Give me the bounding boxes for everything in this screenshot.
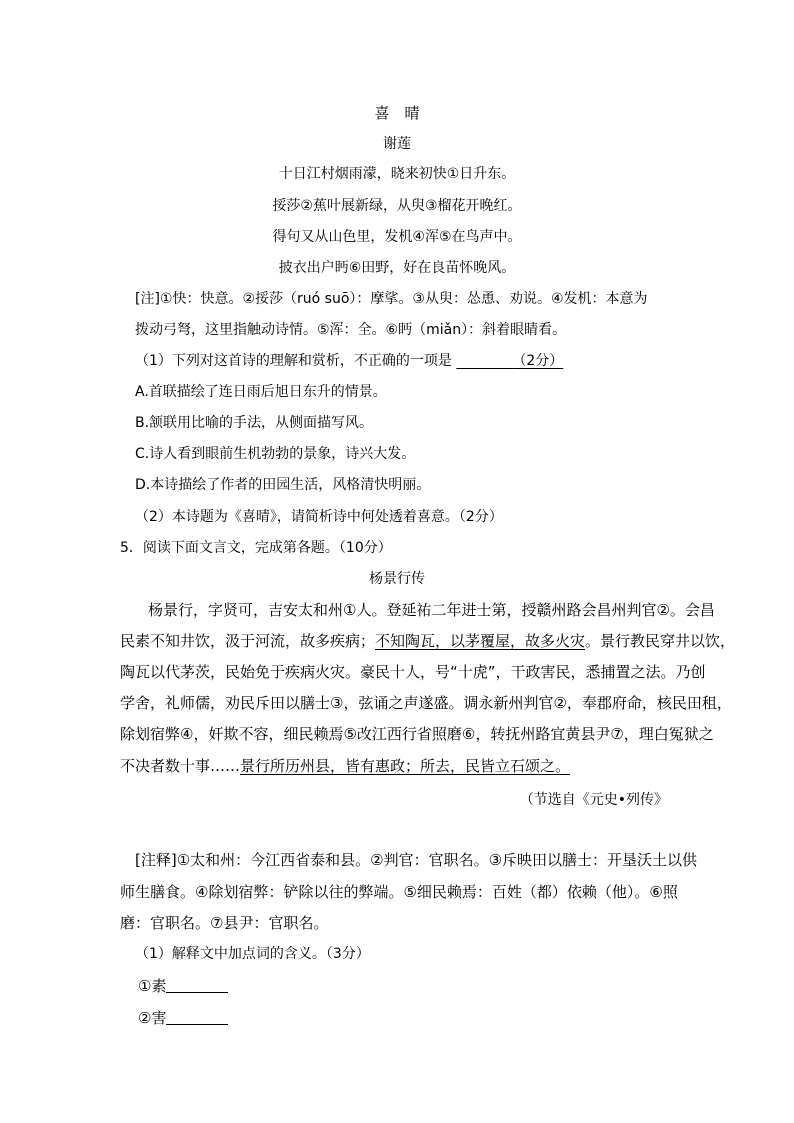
annotation-line-1: [注释]①太和州：今江西省泰和县。②判官：官职名。③斥映田以膳士：开垦沃土以供 [135,851,698,869]
underlined-sentence-2: 景行所历州县，皆有惠政；所去，民皆立石颂之。 [240,757,571,775]
passage-line-5: 除划宿弊④，奸欺不容，细民赖焉⑤改江西行省照磨⑥，转抚州路宜黄县尹⑦，理白冤狱之 [120,725,714,743]
poem-title: 喜 晴 [374,104,420,122]
passage-line-2-start: 民素不知井饮，汲于河流，故多疾病； [120,632,376,650]
passage-line-2 [120,631,735,651]
vocab-item-1-blank[interactable] [166,977,228,993]
question-1-score: （2分） [512,353,564,369]
passage-line-3: 陶瓦以代茅茨，民始免于疾病火灾。豪民十人，号“十虎”，干政害民，悉捕置之法。乃创 [120,663,706,681]
option-a: A.首联描绘了连日雨后旭日东升的情景。 [135,384,387,400]
question-1 [135,351,563,371]
poem-line-4: 披衣出户眄⑥田野，好在良苗怀晚风。 [278,260,516,276]
passage-line-1: 杨景行，字贤可，吉安太和州①人。登延祐二年进士第，授赣州路会昌州判官②。会昌 [148,601,715,619]
question-1-text: （1）下列对这首诗的理解和赏析，不正确的一项是 [135,353,452,369]
passage-title: 杨景行传 [369,571,425,587]
section-5-question-1: （1）解释文中加点词的含义。（3分） [135,946,370,962]
option-c: C.诗人看到眼前生机勃勃的景象，诗兴大发。 [135,446,416,462]
poem-author: 谢莲 [383,136,411,152]
underlined-sentence-1: 不知陶瓦，以茅覆屋，故多火灾 [375,632,586,650]
vocab-item-2-blank[interactable] [166,1009,228,1025]
poem-note-line-1: [注]①快：快意。②挼莎（ruó suō）：摩挲。③从臾：怂恿、劝说。④发机：本意为 [135,291,648,307]
vocab-item-1-label: ①素 [138,977,167,995]
passage-line-6-start: 不决者数十事…… [120,757,241,775]
poem-line-3: 得句又从山色里，发机④浑⑤在鸟声中。 [272,229,522,245]
vocab-item-1 [138,976,228,996]
annotation-line-2: 师生膳食。④除划宿弊：铲除以往的弊端。⑤细民赖焉：百姓（都）依赖（他）。⑥照 [120,883,678,901]
section-5-heading: 5．阅读下面文言文，完成第各题。（10分） [120,540,392,556]
poem-line-2: 挼莎②蕉叶展新绿，从臾③榴花开晚红。 [272,198,522,214]
option-b: B.颔联用比喻的手法，从侧面描写风。 [135,415,374,431]
vocab-item-2 [138,1008,228,1028]
option-d: D.本诗描绘了作者的田园生活，风格清快明丽。 [135,477,431,493]
passage-line-2-end: 。景行教民穿井以饮， [585,632,736,650]
passage-line-6 [120,756,570,776]
annotation-line-3: 磨：官职名。⑦县尹：官职名。 [120,914,329,932]
passage-source: （节选自《元史•列传》 [519,792,668,808]
vocab-item-2-label: ②害 [138,1009,167,1027]
poem-line-1: 十日江村烟雨濛，晓来初快①日升东。 [278,166,516,182]
question-2: （2）本诗题为《喜晴》，请简析诗中何处透着喜意。（2分） [135,509,503,525]
poem-note-line-2: 拨动弓弩，这里指触动诗情。⑤浑：全。⑥眄（miǎn）：斜着眼睛看。 [135,322,567,338]
answer-blank[interactable] [456,353,563,369]
passage-line-4: 学舍，礼师儒，劝民斥田以膳士③，弦诵之声遂盛。调永新州判官②，奉郡府命，核民田租， [120,694,732,712]
